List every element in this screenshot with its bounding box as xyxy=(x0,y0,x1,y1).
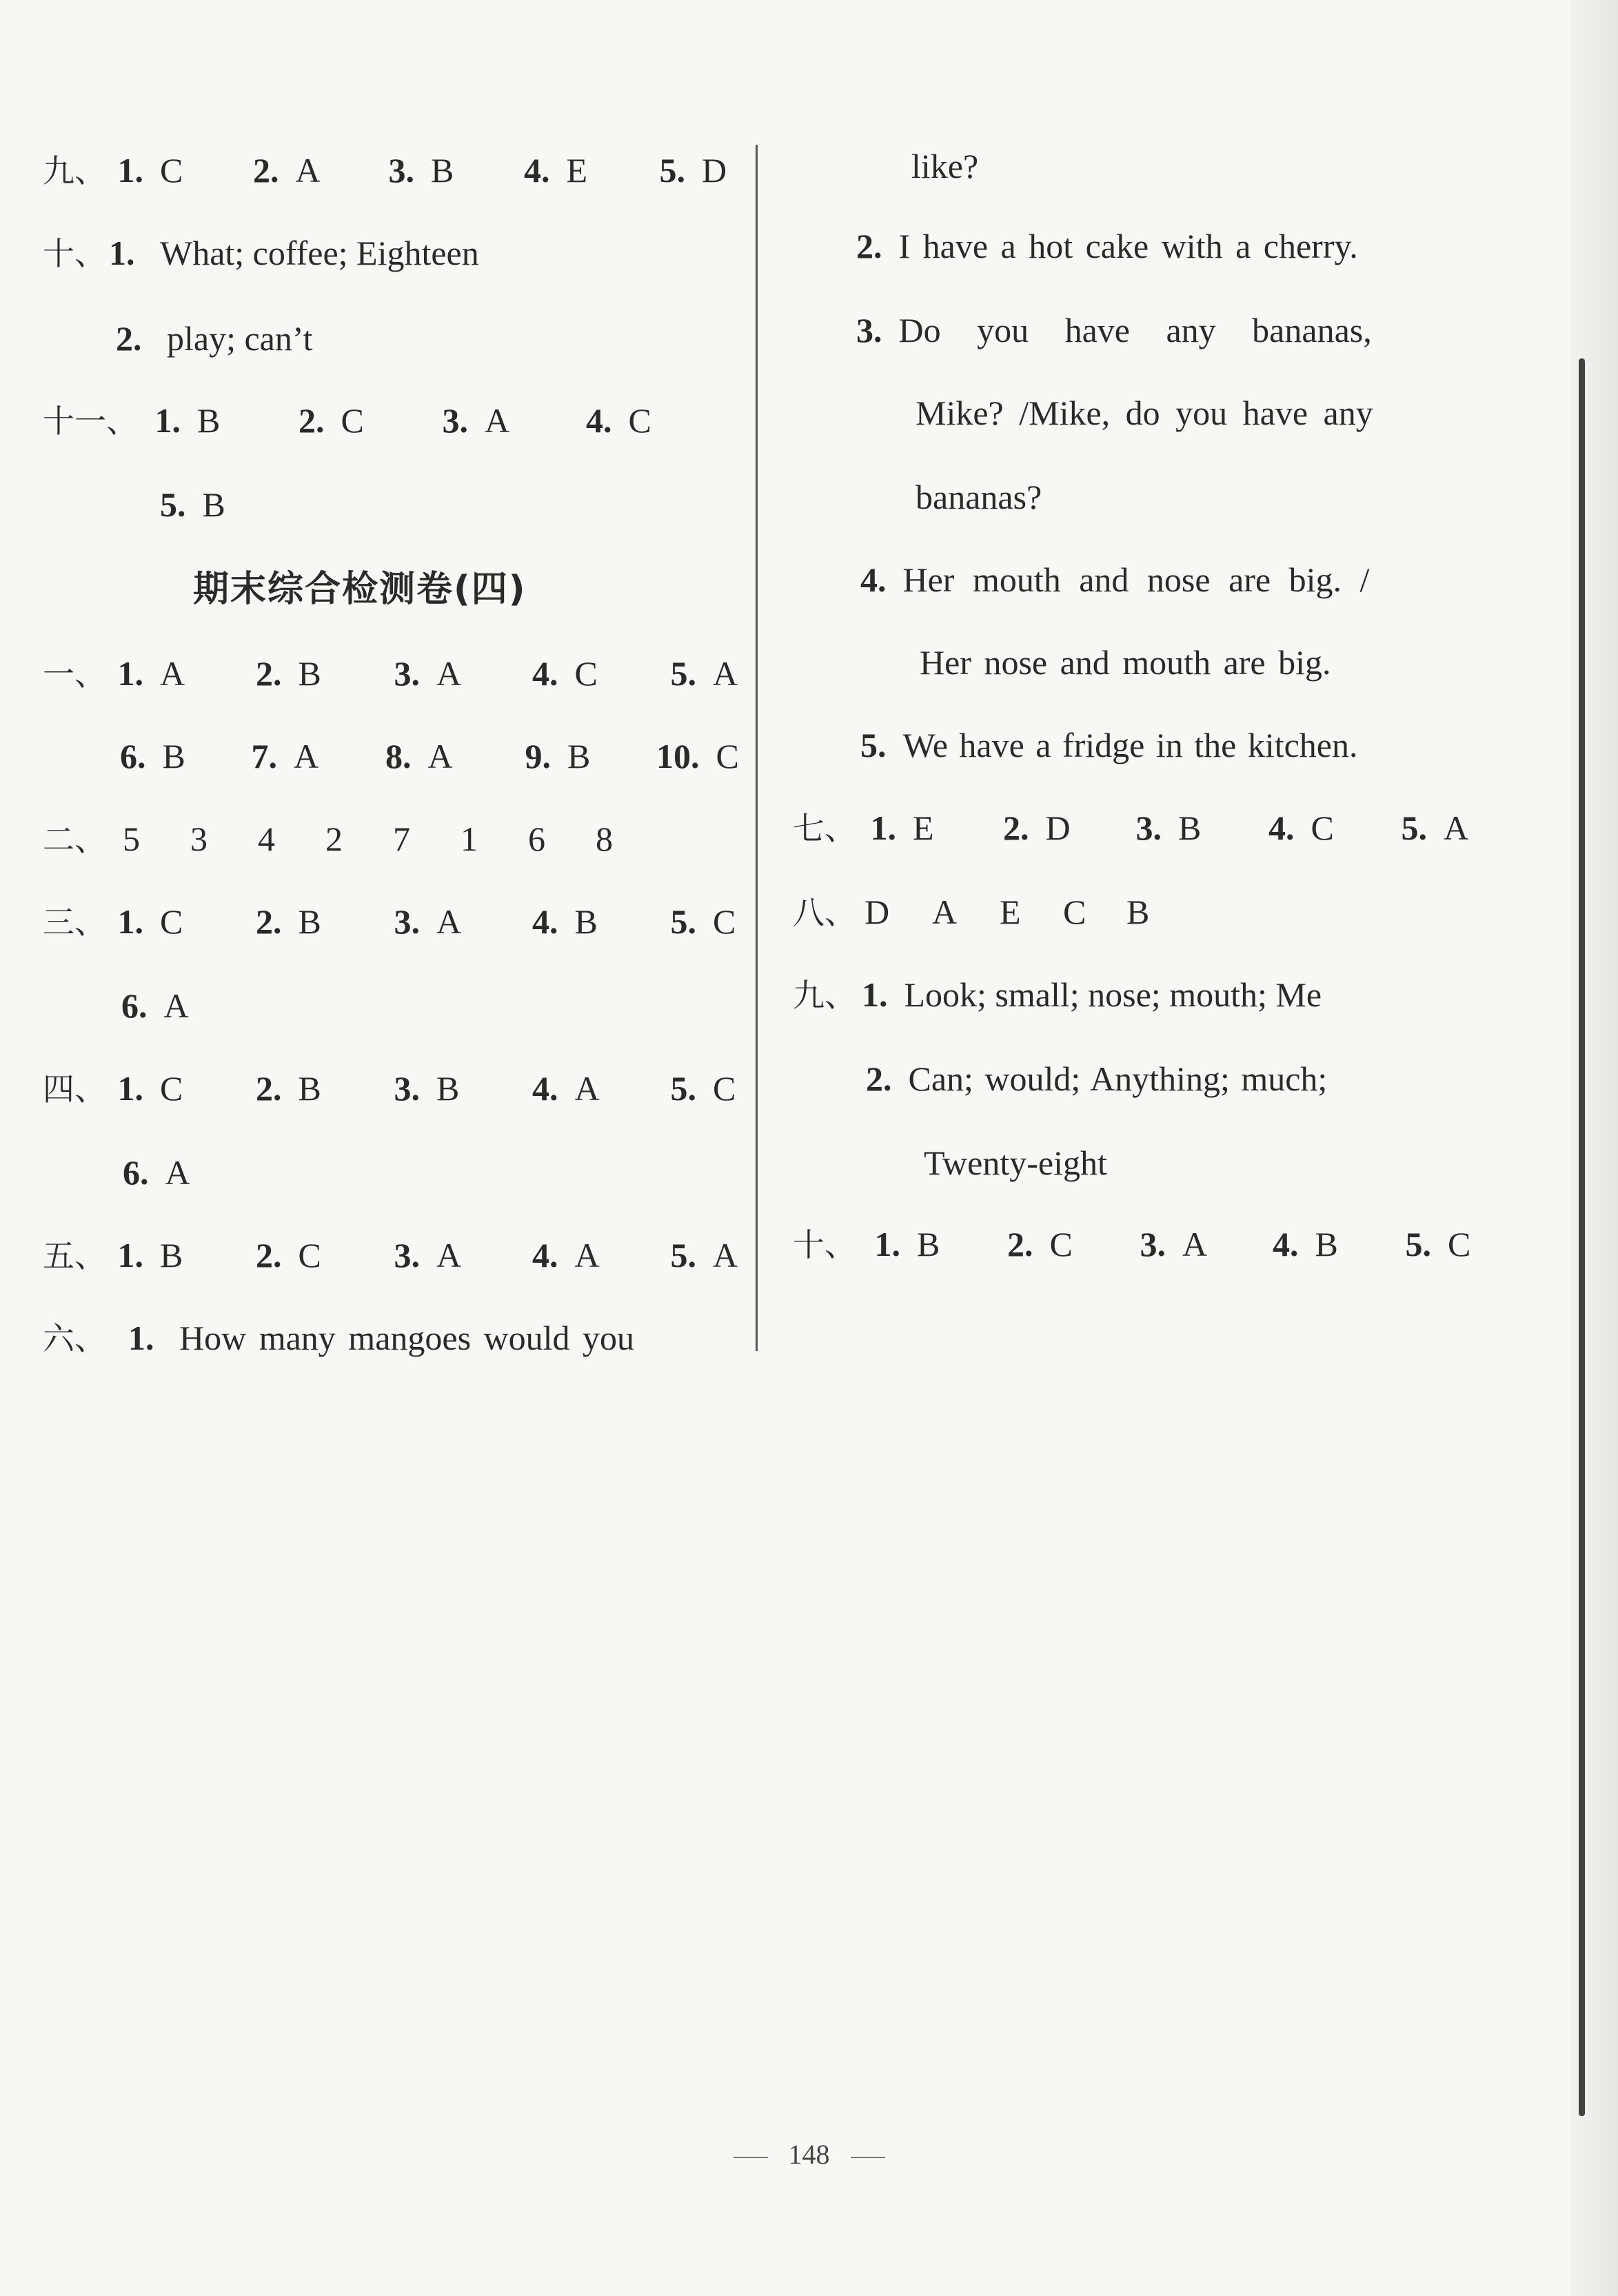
section-10-q1: 十、1. What; coffee; Eighteen xyxy=(43,234,479,272)
section-8-sequence: 八、 D A E C B xyxy=(793,893,1150,931)
section-6-q5: 5. We have a fridge in the kitchen. xyxy=(860,726,1358,764)
section-6-q1: 六、 1. How many mangoes would you xyxy=(43,1319,635,1357)
section-6-q3-line1: 3. Do you have any bananas, xyxy=(856,311,1372,349)
exam-title: 期末综合检测卷(四) xyxy=(193,569,527,610)
section-9-answers: 九、 1. C 2. A 3. B 4. E 5. D xyxy=(43,151,727,190)
footer-dash-left xyxy=(734,2157,768,2158)
section-9-q2-line2: Twenty-eight xyxy=(924,1144,1107,1182)
scan-edge-line xyxy=(1579,358,1585,2116)
footer-dash-right xyxy=(851,2157,885,2158)
section-1-row2: 6. B 7. A 8. A 9. B 10. C xyxy=(120,737,739,775)
section-4-answers: 四、 1. C 2. B 3. B 4. A 5. C xyxy=(43,1069,736,1108)
section-1-row1: 一、 1. A 2. B 3. A 4. C 5. A xyxy=(43,654,738,693)
section-7-answers: 七、 1. E 2. D 3. B 4. C 5. A xyxy=(793,809,1469,847)
section-6-q3-line2: Mike? /Mike, do you have any xyxy=(916,394,1373,432)
section-3-item6: 6. A xyxy=(121,986,189,1025)
section-6-q4-line2: Her nose and mouth are big. xyxy=(920,643,1331,682)
section-6-q2: 2. I have a hot cake with a cherry. xyxy=(856,227,1358,265)
section-6-q1-continued: like? xyxy=(911,147,979,185)
section-9-q2-line1: 2. Can; would; Anything; much; xyxy=(866,1059,1328,1098)
section-3-answers: 三、 1. C 2. B 3. A 4. B 5. C xyxy=(43,902,736,941)
section-6-q4-line1: 4. Her mouth and nose are big. / xyxy=(860,560,1370,599)
section-4-item6: 6. A xyxy=(123,1153,190,1192)
section-10-q2: 2. play; can’t xyxy=(116,319,313,358)
section-6-q3-line3: bananas? xyxy=(916,478,1042,516)
column-divider xyxy=(756,145,758,1351)
section-10-answers: 十、 1. B 2. C 3. A 4. B 5. C xyxy=(793,1225,1471,1263)
page-footer xyxy=(0,2138,1618,2171)
section-11-answers: 十一、 1. B 2. C 3. A 4. C xyxy=(43,401,651,440)
section-11-item5: 5. B xyxy=(160,485,225,524)
page-number: 148 xyxy=(788,2139,830,2170)
section-9-q1: 九、 1. Look; small; nose; mouth; Me xyxy=(793,975,1322,1014)
section-5-answers: 五、 1. B 2. C 3. A 4. A 5. A xyxy=(43,1236,738,1274)
section-2-sequence: 二、 5 3 4 2 7 1 6 8 xyxy=(43,820,613,858)
scan-edge-shadow xyxy=(1570,0,1618,2296)
